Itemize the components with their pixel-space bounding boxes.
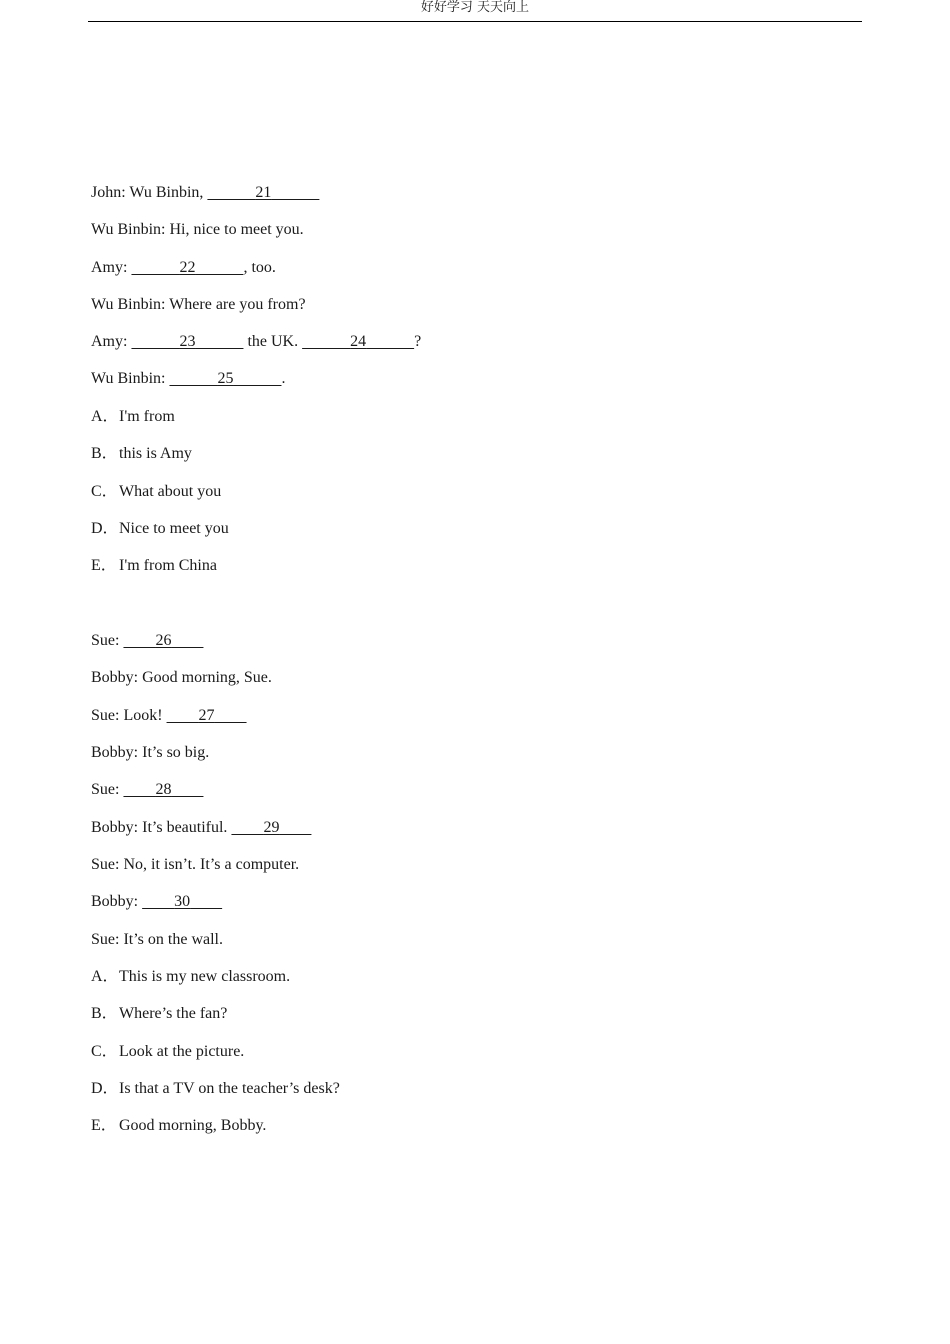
dialogue2-option-a: A．This is my new classroom. [91, 968, 291, 985]
dialogue2-line-6: Bobby: It’s beautiful. 29 [91, 818, 311, 838]
dialogue2-line-7: Sue: No, it isn’t. It’s a computer. [91, 856, 300, 873]
dialogue1-line-2: Wu Binbin: Hi, nice to meet you. [91, 221, 304, 238]
dialogue2-line-1: Sue: 26 [91, 631, 203, 651]
blank-25[interactable]: 25 [217, 370, 234, 387]
blank-27[interactable]: 27 [198, 707, 215, 724]
blank-24[interactable]: 24 [350, 333, 367, 350]
dialogue2-line-2: Bobby: Good morning, Sue. [91, 669, 272, 686]
dialogue1-option-a: A．I'm from [91, 408, 175, 425]
dialogue1-line-4: Wu Binbin: Where are you from? [91, 296, 306, 313]
dialogue1-option-d: D．Nice to meet you [91, 520, 229, 537]
blank-22[interactable]: 22 [179, 259, 196, 276]
dialogue1-line-1: John: Wu Binbin, 21 [91, 183, 319, 203]
dialogue2-line-9: Sue: It’s on the wall. [91, 931, 223, 948]
dialogue2-option-d: D．Is that a TV on the teacher’s desk? [91, 1080, 340, 1097]
dialogue2-option-c: C．Look at the picture. [91, 1043, 245, 1060]
dialogue1-line-3: Amy: 22 , too. [91, 259, 276, 276]
blank-21[interactable]: 21 [255, 184, 272, 201]
dialogue1-option-e: E． I'm from China [91, 557, 217, 574]
dialogue2-line-5: Sue: 28 [91, 780, 203, 800]
dialogue2-line-8: Bobby: 30 [91, 892, 222, 912]
blank-30[interactable]: 30 [174, 893, 191, 910]
page-header [88, 0, 862, 22]
header-motto: 好好学习 天天向上 [420, 0, 530, 15]
dialogue2-option-e: E． Good morning, Bobby. [91, 1117, 267, 1134]
blank-28[interactable]: 28 [155, 781, 172, 798]
dialogue1-line-6: Wu Binbin: 25 . [91, 370, 286, 387]
dialogue1-option-b: B．this is Amy [91, 445, 192, 462]
dialogue2-line-4: Bobby: It’s so big. [91, 744, 210, 761]
dialogue1-option-c: C．What about you [91, 483, 222, 500]
blank-29[interactable]: 29 [263, 819, 280, 836]
dialogue2-line-3: Sue: Look! 27 [91, 706, 247, 726]
blank-26[interactable]: 26 [155, 632, 172, 649]
blank-23[interactable]: 23 [179, 333, 196, 350]
dialogue2-option-b: B．Where’s the fan? [91, 1005, 228, 1022]
dialogue1-line-5: Amy: 23 the UK. 24 ? [91, 333, 422, 350]
